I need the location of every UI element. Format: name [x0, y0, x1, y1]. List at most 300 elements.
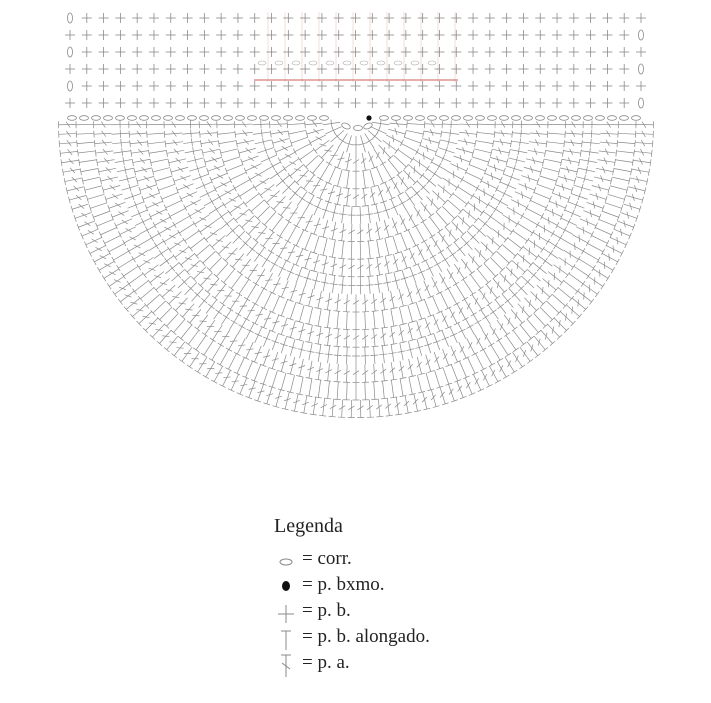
- double-crochet-stitch: [108, 202, 126, 211]
- legend-text-slip-stitch: = p. bxmo.: [302, 574, 385, 595]
- double-crochet-stitch: [164, 121, 182, 128]
- double-crochet-stitch: [273, 390, 282, 408]
- chain-stitch: [116, 116, 125, 121]
- single-crochet-stitch: [367, 47, 377, 57]
- double-crochet-stitch: [568, 242, 585, 254]
- single-crochet-stitch: [401, 47, 411, 57]
- single-crochet-stitch: [233, 64, 243, 74]
- double-crochet-stitch: [130, 140, 148, 147]
- single-crochet-stitch: [323, 120, 340, 128]
- single-crochet-stitch: [199, 30, 209, 40]
- extended-single-crochet-stitch: [388, 160, 402, 176]
- single-crochet-stitch: [361, 347, 369, 365]
- double-crochet-stitch: [473, 196, 490, 208]
- extended-single-crochet-stitch: [546, 150, 564, 157]
- single-crochet-stitch: [384, 98, 394, 108]
- extended-single-crochet-stitch: [357, 242, 364, 260]
- single-crochet-stitch: [485, 30, 495, 40]
- single-crochet-stitch: [115, 64, 125, 74]
- chain-stitch: [341, 122, 351, 130]
- double-crochet-stitch: [439, 273, 450, 290]
- single-crochet-stitch: [636, 81, 646, 91]
- double-crochet-stitch: [132, 158, 150, 166]
- single-crochet-stitch: [374, 275, 382, 292]
- single-crochet-stitch: [488, 204, 503, 213]
- chain-stitch: [248, 116, 257, 121]
- single-crochet-stitch: [401, 270, 409, 287]
- chain-stitch: [68, 47, 73, 57]
- double-crochet-stitch: [362, 188, 369, 206]
- double-crochet-stitch: [296, 287, 306, 305]
- double-crochet-stitch: [560, 312, 575, 327]
- double-crochet-stitch: [100, 176, 118, 184]
- double-crochet-stitch: [187, 309, 201, 325]
- single-crochet-stitch: [518, 30, 528, 40]
- single-crochet-stitch: [233, 47, 243, 57]
- double-crochet-stitch: [630, 176, 648, 185]
- double-crochet-stitch: [278, 318, 288, 336]
- double-crochet-stitch: [407, 211, 419, 228]
- extended-single-crochet-stitch: [518, 223, 535, 235]
- double-crochet-stitch: [385, 398, 392, 416]
- double-crochet-stitch: [459, 342, 470, 359]
- chain-stitch: [620, 116, 629, 121]
- double-crochet-stitch: [302, 214, 313, 231]
- double-crochet-stitch: [528, 240, 544, 253]
- double-crochet-stitch: [213, 181, 230, 192]
- double-crochet-stitch: [200, 131, 218, 138]
- double-crochet-stitch: [490, 325, 503, 342]
- chain-stitch: [258, 61, 266, 65]
- single-crochet-stitch: [233, 30, 243, 40]
- single-crochet-stitch: [401, 81, 411, 91]
- single-crochet-stitch: [418, 98, 428, 108]
- single-crochet-stitch: [267, 81, 277, 91]
- single-crochet-stitch: [424, 336, 432, 353]
- chain-stitch: [608, 116, 617, 121]
- single-crochet-stitch: [367, 98, 377, 108]
- double-crochet-stitch: [111, 211, 129, 221]
- double-crochet-stitch: [628, 185, 646, 194]
- single-crochet-stitch: [351, 47, 361, 57]
- double-crochet-stitch: [136, 176, 154, 184]
- double-crochet-stitch: [129, 131, 147, 138]
- double-crochet-stitch: [245, 381, 255, 399]
- double-crochet-stitch: [173, 298, 188, 313]
- double-crochet-stitch: [270, 121, 288, 128]
- single-crochet-stitch: [391, 199, 398, 215]
- double-crochet-stitch: [422, 137, 440, 146]
- extended-single-crochet-stitch: [610, 186, 628, 194]
- single-crochet-stitch: [553, 234, 568, 243]
- single-crochet-stitch: [300, 13, 310, 23]
- double-crochet-stitch: [424, 281, 434, 299]
- extended-single-crochet-stitch: [530, 200, 547, 211]
- double-crochet-stitch: [66, 186, 84, 194]
- chain-stitch: [500, 116, 509, 121]
- extended-single-crochet-stitch: [508, 238, 524, 252]
- single-crochet-stitch: [289, 339, 297, 356]
- single-crochet-stitch: [348, 206, 356, 224]
- single-crochet-stitch: [392, 272, 400, 289]
- double-crochet-stitch: [543, 278, 559, 292]
- single-crochet-stitch: [334, 98, 344, 108]
- double-crochet-stitch: [305, 121, 323, 128]
- single-crochet-stitch: [473, 315, 482, 330]
- single-crochet-stitch: [485, 47, 495, 57]
- single-crochet-stitch: [214, 305, 224, 319]
- extended-single-crochet-stitch: [520, 325, 534, 341]
- extended-single-crochet-stitch: [147, 131, 165, 138]
- double-crochet-stitch: [375, 258, 383, 276]
- single-crochet-stitch: [99, 98, 109, 108]
- extended-single-crochet-stitch: [302, 233, 312, 251]
- double-crochet-stitch: [207, 165, 225, 174]
- double-crochet-stitch: [305, 325, 314, 343]
- extended-single-crochet-stitch: [376, 167, 386, 185]
- double-crochet-stitch: [578, 291, 594, 305]
- double-crochet-stitch: [287, 357, 296, 375]
- double-crochet-stitch: [381, 363, 388, 381]
- double-crochet-stitch: [583, 284, 599, 297]
- double-crochet-stitch: [212, 284, 226, 300]
- single-crochet-stitch: [204, 197, 219, 206]
- extended-single-crochet-stitch: [157, 184, 175, 193]
- single-crochet-stitch: [182, 129, 200, 137]
- double-crochet-stitch: [210, 325, 223, 342]
- single-crochet-stitch: [442, 120, 460, 128]
- double-crochet-stitch: [311, 218, 321, 236]
- single-crochet-stitch: [438, 146, 455, 154]
- single-crochet-stitch: [115, 30, 125, 40]
- extended-single-crochet-stitch: [499, 340, 511, 357]
- extended-single-crochet-stitch: [470, 274, 483, 290]
- extended-single-crochet-stitch: [293, 144, 310, 155]
- single-crochet-stitch: [442, 330, 449, 346]
- single-crochet-stitch: [502, 64, 512, 74]
- single-crochet-stitch: [442, 129, 459, 137]
- double-crochet-stitch: [399, 325, 407, 343]
- double-crochet-stitch: [220, 290, 233, 306]
- single-crochet-stitch: [182, 120, 200, 128]
- single-crochet-stitch: [199, 64, 209, 74]
- single-crochet-stitch: [270, 169, 285, 179]
- extended-single-crochet-stitch: [614, 168, 632, 175]
- single-crochet-stitch: [552, 81, 562, 91]
- extended-single-crochet-stitch: [537, 184, 555, 193]
- single-crochet-stitch: [166, 30, 176, 40]
- single-crochet-stitch: [407, 341, 415, 358]
- single-crochet-stitch: [280, 336, 288, 353]
- extended-single-crochet-stitch: [408, 230, 419, 247]
- single-crochet-stitch: [569, 47, 579, 57]
- slip-stitch-icon: [276, 575, 298, 599]
- double-crochet-stitch: [417, 321, 425, 339]
- double-crochet-stitch: [287, 321, 297, 339]
- double-crochet-stitch: [239, 215, 254, 230]
- single-crochet-stitch: [206, 300, 217, 314]
- double-crochet-stitch: [338, 223, 346, 241]
- extended-single-crochet-stitch: [381, 310, 388, 328]
- single-crochet-stitch: [115, 13, 125, 23]
- double-crochet-stitch: [222, 196, 239, 208]
- double-crochet-stitch: [431, 390, 439, 408]
- double-crochet-stitch: [623, 203, 641, 213]
- double-crochet-stitch: [414, 206, 427, 223]
- extended-single-crochet-stitch: [540, 176, 558, 184]
- double-crochet-stitch: [93, 253, 110, 264]
- double-crochet-stitch: [236, 139, 254, 147]
- double-crochet-stitch: [554, 318, 569, 333]
- double-crochet-stitch: [132, 250, 149, 262]
- single-crochet-stitch: [115, 81, 125, 91]
- single-crochet-stitch: [149, 47, 159, 57]
- double-crochet-stitch: [492, 229, 508, 243]
- double-crochet-stitch: [552, 192, 570, 202]
- extended-single-crochet-stitch: [563, 281, 579, 295]
- single-crochet-stitch: [216, 64, 226, 74]
- extended-single-crochet-stitch: [171, 319, 185, 335]
- double-crochet-stitch: [305, 361, 313, 379]
- single-crochet-stitch: [461, 237, 473, 250]
- double-crochet-stitch: [199, 121, 217, 128]
- legend-item-single-crochet: [272, 599, 532, 625]
- single-crochet-stitch: [372, 120, 389, 128]
- double-crochet-stitch: [434, 352, 443, 370]
- single-crochet-stitch: [509, 288, 521, 301]
- single-crochet-stitch: [199, 13, 209, 23]
- chain-stitch: [164, 116, 173, 121]
- double-crochet-stitch: [563, 149, 581, 157]
- single-crochet-stitch: [451, 30, 461, 40]
- chain-stitch: [296, 116, 305, 121]
- chain-stitch: [212, 116, 221, 121]
- single-crochet-stitch: [196, 182, 212, 189]
- single-crochet-stitch: [132, 13, 142, 23]
- double-crochet-stitch: [338, 259, 346, 277]
- double-crochet-stitch: [310, 397, 318, 415]
- extended-single-crochet-stitch: [86, 194, 104, 202]
- extended-single-crochet-stitch: [588, 243, 605, 254]
- extended-single-crochet-stitch: [547, 140, 565, 147]
- single-crochet-stitch: [279, 260, 287, 276]
- chain-stitch: [512, 116, 521, 121]
- double-crochet-stitch: [333, 294, 341, 312]
- single-crochet-stitch: [434, 64, 444, 74]
- extended-single-crochet-stitch: [201, 340, 213, 357]
- double-crochet-stitch: [533, 232, 550, 244]
- single-crochet-stitch: [250, 47, 260, 57]
- single-crochet-stitch: [365, 133, 375, 148]
- extended-single-crochet-stitch: [183, 231, 199, 244]
- double-crochet-stitch: [238, 148, 256, 156]
- extended-single-crochet-stitch: [218, 140, 236, 147]
- extended-single-crochet-stitch: [542, 168, 560, 176]
- extended-single-crochet-stitch: [296, 305, 304, 323]
- chain-stitch: [428, 116, 437, 121]
- single-crochet-stitch: [468, 81, 478, 91]
- single-crochet-stitch: [276, 175, 290, 186]
- single-crochet-stitch: [586, 47, 596, 57]
- double-crochet-stitch: [162, 232, 179, 244]
- single-crochet-stitch: [619, 81, 629, 91]
- extended-single-crochet-stitch: [252, 288, 264, 305]
- single-crochet-stitch: [569, 64, 579, 74]
- double-crochet-stitch: [389, 121, 407, 129]
- single-crochet-stitch: [65, 30, 75, 40]
- single-crochet-stitch: [82, 30, 92, 40]
- double-crochet-stitch: [218, 330, 230, 347]
- single-crochet-stitch: [166, 47, 176, 57]
- chain-stitch: [394, 61, 402, 65]
- double-crochet-stitch: [572, 298, 588, 312]
- legend-title: Legenda: [274, 515, 343, 537]
- single-crochet-stitch: [569, 81, 579, 91]
- chain-stitch: [236, 116, 245, 121]
- extended-single-crochet-stitch: [178, 223, 195, 235]
- extended-single-crochet-stitch: [456, 284, 468, 301]
- single-crochet-stitch: [552, 47, 562, 57]
- single-crochet-stitch: [580, 157, 597, 165]
- double-crochet-stitch: [381, 292, 389, 310]
- extended-single-crochet-stitch: [462, 180, 479, 192]
- single-crochet-stitch: [283, 81, 293, 91]
- single-crochet-stitch: [502, 98, 512, 108]
- chain-stitch: [354, 125, 363, 130]
- single-crochet-stitch: [411, 186, 422, 200]
- double-crochet-stitch: [154, 278, 170, 292]
- single-crochet-stitch: [513, 120, 531, 128]
- double-crochet-stitch: [634, 149, 652, 157]
- single-crochet-stitch: [485, 13, 495, 23]
- single-crochet-stitch: [189, 165, 206, 173]
- single-crochet-stitch: [586, 30, 596, 40]
- legend-text-double-crochet: = p. a.: [302, 652, 350, 673]
- single-crochet-stitch: [488, 305, 498, 319]
- double-crochet-stitch: [105, 194, 123, 203]
- double-crochet-stitch: [88, 246, 105, 257]
- extended-single-crochet-stitch: [146, 121, 164, 128]
- single-crochet-stitch: [382, 202, 390, 219]
- single-crochet-stitch: [451, 98, 461, 108]
- single-crochet-stitch: [426, 260, 434, 276]
- extended-single-crochet-stitch: [317, 164, 329, 181]
- single-crochet-stitch: [166, 98, 176, 108]
- double-crochet-stitch: [77, 221, 95, 231]
- double-crochet-stitch: [305, 289, 314, 307]
- double-crochet-stitch: [472, 295, 485, 312]
- double-crochet-stitch: [465, 299, 477, 316]
- chain-stitch: [584, 116, 593, 121]
- single-crochet-stitch: [535, 81, 545, 91]
- double-crochet-stitch: [334, 364, 341, 382]
- chain-stitch: [224, 116, 233, 121]
- double-crochet-stitch: [376, 399, 383, 417]
- single-crochet-stitch: [300, 98, 310, 108]
- extended-single-crochet-stitch: [526, 208, 543, 219]
- chain-stitch: [68, 13, 73, 23]
- single-crochet-stitch: [571, 193, 588, 201]
- single-crochet-stitch: [325, 127, 341, 134]
- single-crochet-stitch: [312, 272, 320, 289]
- double-crochet-stitch: [482, 330, 494, 347]
- extended-single-crochet-stitch: [269, 296, 279, 314]
- single-crochet-stitch: [518, 64, 528, 74]
- extended-single-crochet-stitch: [207, 257, 222, 272]
- double-crochet-stitch: [254, 384, 264, 402]
- single-crochet-stitch: [283, 98, 293, 108]
- extended-single-crochet-stitch: [393, 155, 408, 170]
- single-crochet-stitch: [334, 347, 342, 365]
- single-crochet-stitch: [317, 64, 327, 74]
- double-crochet-stitch: [450, 163, 467, 174]
- chain-stitch: [440, 116, 449, 121]
- double-crochet-stitch: [370, 187, 378, 205]
- double-crochet-stitch: [195, 357, 207, 374]
- double-crochet-stitch: [426, 355, 434, 373]
- single-crochet-stitch: [220, 218, 234, 229]
- single-crochet-stitch: [214, 211, 228, 221]
- extended-single-crochet-stitch: [362, 382, 369, 400]
- double-crochet-stitch: [413, 159, 430, 172]
- double-crochet-stitch: [60, 149, 78, 156]
- single-crochet-stitch: [367, 81, 377, 91]
- single-crochet-stitch: [119, 175, 136, 183]
- single-crochet-stitch: [199, 47, 209, 57]
- double-crochet-stitch: [223, 248, 238, 263]
- double-crochet-stitch: [409, 249, 419, 267]
- double-crochet-stitch: [353, 189, 360, 207]
- double-crochet-stitch: [98, 167, 116, 175]
- extended-single-crochet-stitch: [546, 301, 561, 316]
- double-crochet-stitch: [407, 287, 416, 305]
- chain-stitch: [392, 116, 401, 121]
- single-crochet-stitch: [468, 30, 478, 40]
- double-crochet-stitch: [324, 292, 332, 310]
- double-crochet-stitch: [636, 131, 654, 138]
- extended-single-crochet-stitch: [278, 299, 288, 317]
- double-crochet-stitch: [408, 323, 416, 341]
- extended-single-crochet-stitch: [233, 180, 250, 192]
- extended-single-crochet-stitch: [303, 155, 318, 170]
- chain-stitch: [536, 116, 545, 121]
- single-crochet-stitch: [132, 30, 142, 40]
- double-crochet-stitch: [334, 187, 343, 205]
- single-crochet-stitch: [267, 98, 277, 108]
- extended-single-crochet-stitch: [617, 140, 635, 147]
- extended-single-crochet-stitch: [89, 203, 107, 212]
- extended-single-crochet-stitch: [371, 382, 378, 400]
- single-crochet-stitch: [132, 64, 142, 74]
- single-crochet-stitch: [149, 81, 159, 91]
- extended-single-crochet-stitch: [407, 121, 425, 128]
- double-crochet-stitch: [320, 256, 329, 274]
- single-crochet-stitch: [115, 98, 125, 108]
- double-crochet-stitch: [424, 129, 442, 137]
- double-crochet-stitch: [599, 149, 617, 157]
- double-crochet-stitch: [529, 139, 547, 147]
- double-crochet-stitch: [269, 352, 279, 370]
- double-crochet-stitch: [294, 170, 309, 185]
- double-crochet-stitch: [194, 315, 207, 331]
- double-crochet-stitch: [589, 193, 607, 203]
- extended-single-crochet-stitch: [540, 307, 555, 322]
- double-crochet-stitch: [401, 252, 410, 270]
- double-crochet-stitch: [260, 232, 273, 248]
- extended-single-crochet-stitch: [476, 354, 487, 371]
- single-crochet-stitch: [582, 139, 600, 147]
- extended-single-crochet-stitch: [362, 171, 369, 189]
